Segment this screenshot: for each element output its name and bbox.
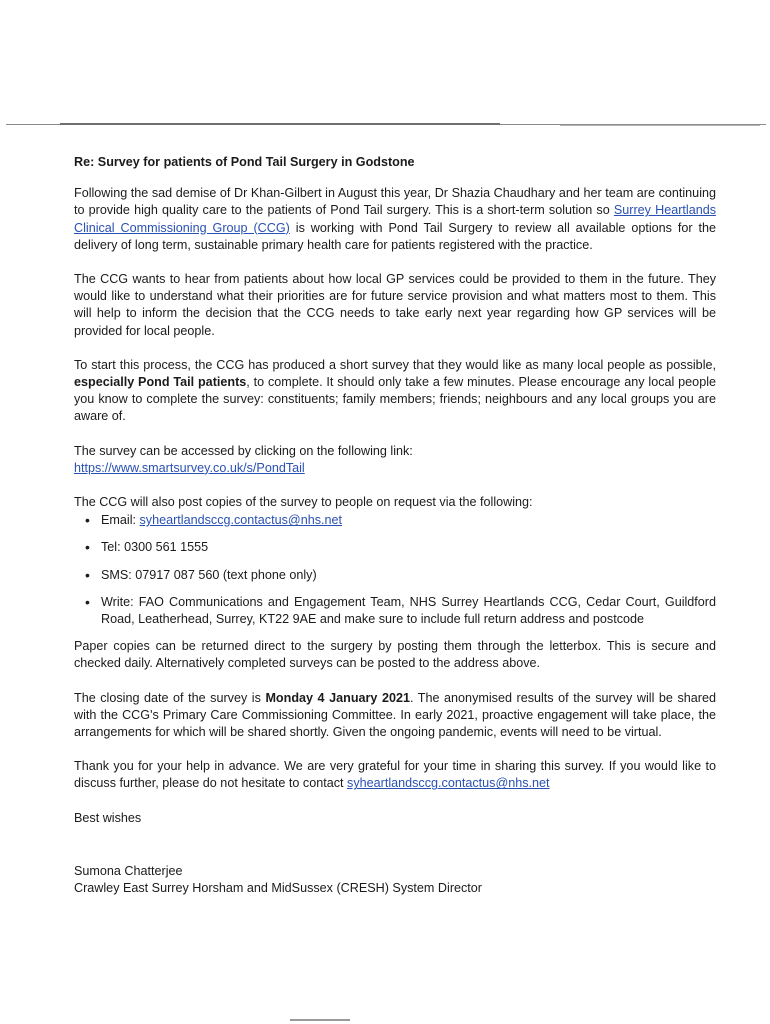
survey-link[interactable]: https://www.smartsurvey.co.uk/s/PondTail bbox=[74, 460, 305, 475]
survey-link-intro: The survey can be accessed by clicking on the following link: bbox=[74, 443, 413, 458]
paragraph-survey-request bbox=[74, 357, 716, 426]
ccg-link[interactable]: Surrey Heartlands Clinical Commissioning Group (CCG) bbox=[74, 203, 716, 235]
paragraph-intro bbox=[74, 185, 716, 254]
paragraph-closing-date-text-a: The closing date of the survey is bbox=[74, 690, 266, 705]
contact-email-link[interactable]: syheartlandsccg.contactus@nhs.net bbox=[139, 513, 343, 528]
contact-sms: • SMS: 07917 087 560 (text phone only) bbox=[101, 567, 716, 584]
signatory-name: Sumona Chatterjee bbox=[74, 863, 183, 878]
paragraph-intro-text-b: is working with Pond Tail Surgery to review all available options for the delivery of long term, sustainable primary health care for patients registered with the practice. bbox=[74, 220, 716, 252]
letter-subject: Re: Survey for patients of Pond Tail Surgery in Godstone bbox=[74, 155, 415, 169]
paragraph-closing-date-text-b: . The anonymised results of the survey will be shared with the CCG's Primary Care Commissioning Committee. In early 2021, proactive engagement will take place, the arrangements for which will be shared shortly. Given the ongoing pandemic, events will need to be virtual. bbox=[74, 690, 716, 740]
signature-gap-2 bbox=[74, 845, 716, 863]
emphasis-pond-tail-patients: especially Pond Tail patients bbox=[74, 375, 247, 390]
paragraph-thanks bbox=[74, 758, 716, 792]
paragraph-thanks-text: Thank you for your help in advance. We are very grateful for your time in sharing this survey. If you would like to discuss further, please do not hesitate to contact bbox=[74, 759, 716, 791]
paragraph-post-copies: The CCG will also post copies of the survey to people on request via the following: bbox=[74, 495, 533, 510]
scan-footer-mark bbox=[290, 1019, 350, 1021]
signature-gap bbox=[74, 827, 716, 845]
paragraph-closing-date bbox=[74, 690, 716, 742]
closing-salutation: Best wishes bbox=[74, 810, 142, 825]
contact-write: • Write: FAO Communications and Engagement Team, NHS Surrey Heartlands CCG, Cedar Court, Guildford Road, Leatherhead, Surrey, KT22 9AE and make sure to include full return address and postcode bbox=[101, 594, 716, 628]
letter-body bbox=[74, 154, 716, 897]
scan-header-rule-dark bbox=[60, 123, 500, 125]
contact-email-label: Email: bbox=[101, 513, 140, 528]
paragraph-intro-text-a: Following the sad demise of Dr Khan-Gilbert in August this year, Dr Shazia Chaudhary and her team are continuing to provide high quality care to the patients of Pond Tail surgery. This is a short-term solution so bbox=[74, 186, 716, 218]
contact-email bbox=[101, 512, 716, 529]
contact-list bbox=[74, 512, 716, 628]
paragraph-paper-copies: Paper copies can be returned direct to the surgery by posting them through the letterbox. This is secure and checked daily. Alternatively completed surveys can be posted to the address above. bbox=[74, 639, 716, 671]
closing-date: Monday 4 January 2021 bbox=[265, 690, 410, 705]
contact-tel: • Tel: 0300 561 1555 bbox=[101, 539, 716, 556]
paragraph-survey-request-text-a: To start this process, the CCG has produced a short survey that they would like as many local people as possible, bbox=[74, 357, 716, 372]
scan-header-rule-faint bbox=[560, 125, 760, 126]
paragraph-survey-request-text-b: , to complete. It should only take a few minutes. Please encourage any local people you know to complete the survey: constituents; family members; friends; neighbours and any local groups you are aware of. bbox=[74, 375, 716, 424]
paragraph-survey-link bbox=[74, 443, 716, 477]
thanks-email-link[interactable]: syheartlandsccg.contactus@nhs.net bbox=[347, 776, 550, 791]
paragraph-consultation: The CCG wants to hear from patients about how local GP services could be provided to them in the future. They would like to understand what their priorities are for future service provision and what matters most to them. This will help to inform the decision that the CCG needs to take early next year regarding how GP services will be provided for local people. bbox=[74, 272, 716, 338]
signatory-title: Crawley East Surrey Horsham and MidSussex (CRESH) System Director bbox=[74, 881, 483, 896]
